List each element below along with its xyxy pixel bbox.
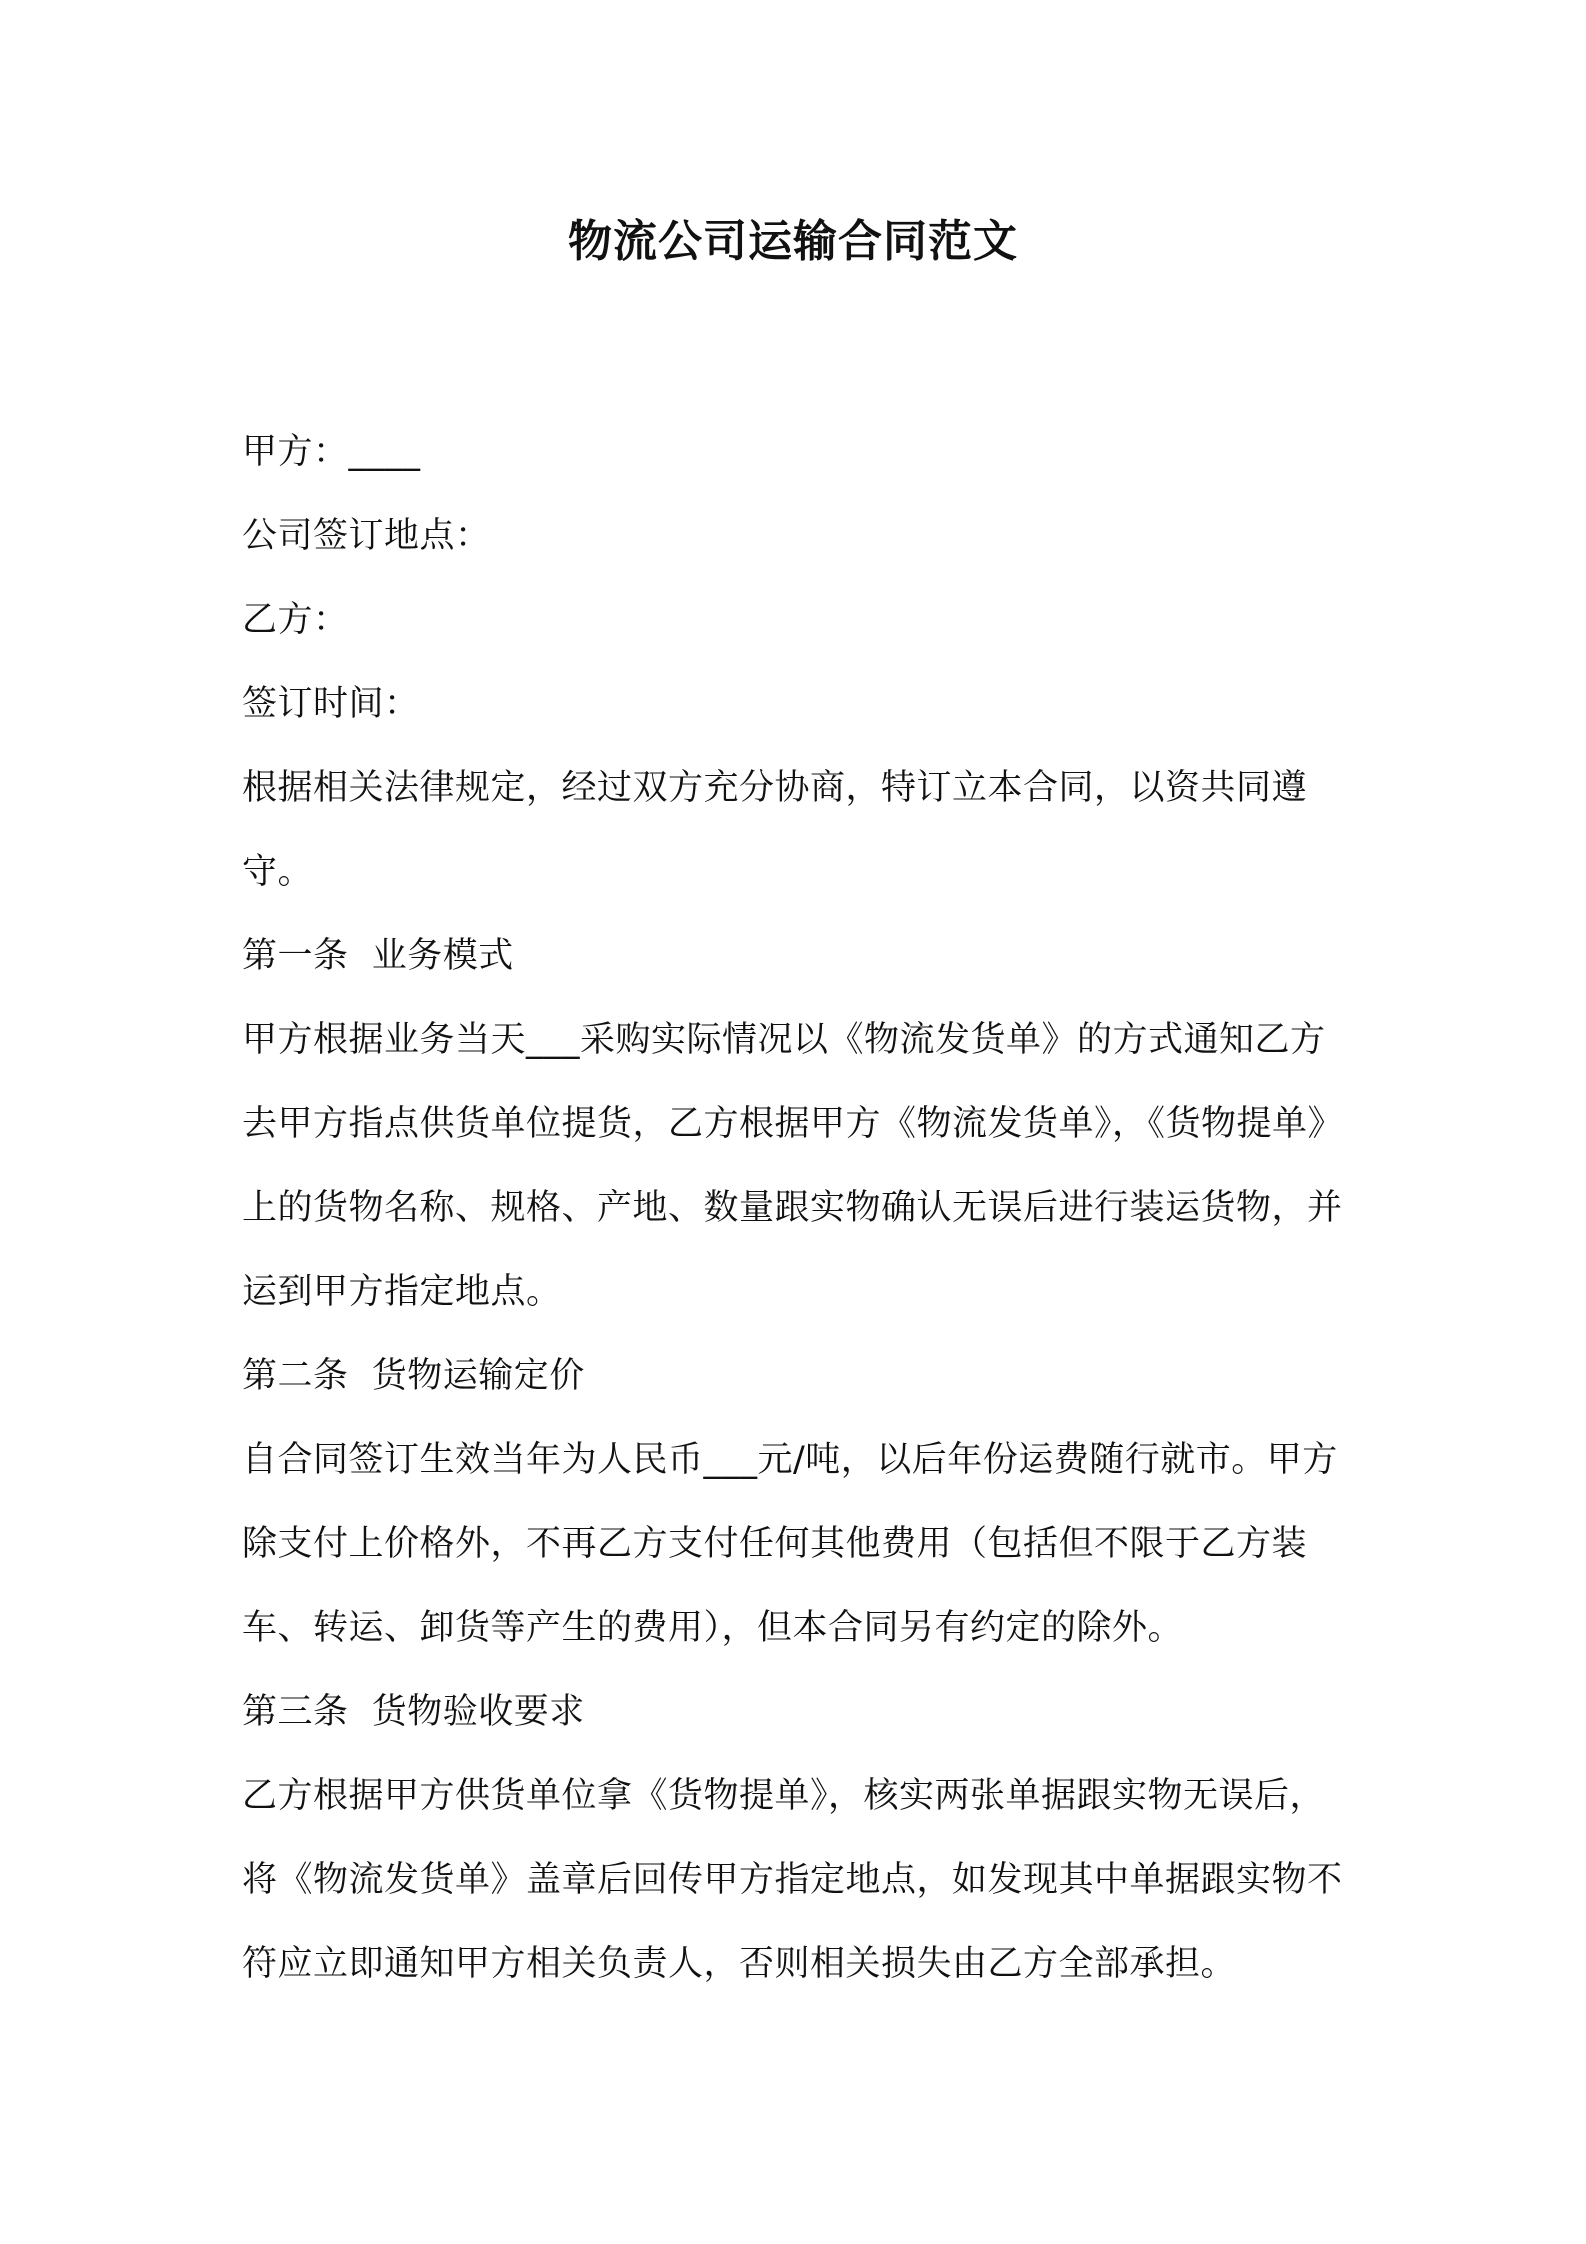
preamble-paragraph: 根据相关法律规定，经过双方充分协商，特订立本合同，以资共同遵守。 — [242, 768, 1308, 892]
article-2-text: 自合同签订生效当年为人民币___元/吨，以后年份运费随行就市。甲方除支付上价格外，不再乙方支付任何其他费用（包括但不限于乙方装车、转运、卸货等产生的费用），但本合同另有约定的除外。 — [242, 1440, 1338, 1648]
company-location-field: 公司签订地点： — [242, 516, 491, 556]
article-1-heading: 第一条 业务模式 — [242, 936, 514, 976]
document-title: 物流公司运输合同范文 — [568, 216, 1018, 267]
document-body — [242, 410, 1352, 2006]
article-1-text: 甲方根据业务当天___采购实际情况以《物流发货单》的方式通知乙方去甲方指点供货单位提货，乙方根据甲方《物流发货单》，《货物提单》上的货物名称、规格、产地、数量跟实物确认无误后进行装运货物，并运到甲方指定地点。 — [242, 1020, 1344, 1312]
party-b-field: 乙方： — [242, 600, 349, 640]
article-3-heading: 第三条 货物验收要求 — [242, 1692, 585, 1732]
sign-time-field: 签订时间： — [242, 684, 420, 724]
party-a-field: 甲方：____ — [242, 432, 421, 472]
article-2-heading: 第二条 货物运输定价 — [242, 1356, 585, 1396]
article-3-text: 乙方根据甲方供货单位拿《货物提单》，核实两张单据跟实物无误后，将《物流发货单》盖章后回传甲方指定地点，如发现其中单据跟实物不符应立即通知甲方相关负责人，否则相关损失由乙方全部承担。 — [242, 1776, 1343, 1984]
